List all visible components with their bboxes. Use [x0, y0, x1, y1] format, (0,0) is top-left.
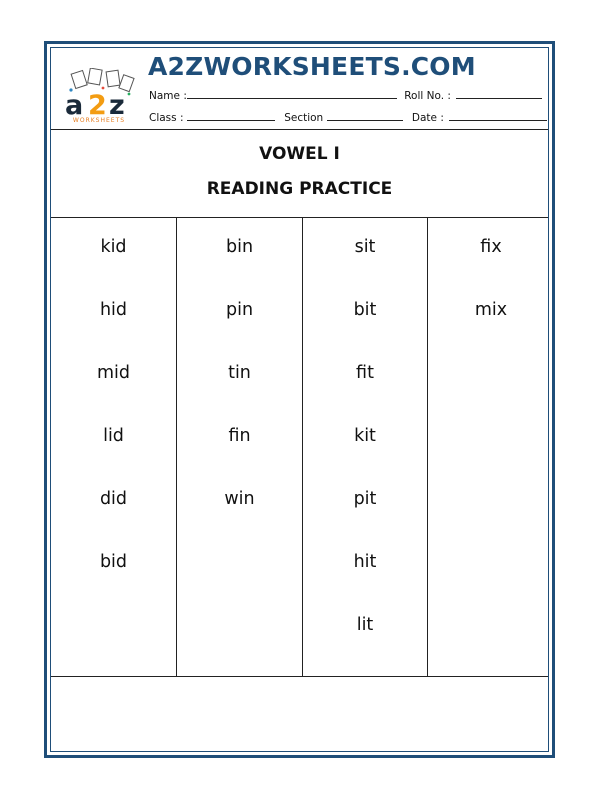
word-item: kid	[100, 237, 127, 257]
worksheet-header	[51, 48, 548, 130]
word-item: lit	[356, 615, 374, 635]
svg-text:z: z	[109, 90, 125, 121]
word-item: hit	[353, 552, 377, 572]
svg-text:2: 2	[88, 90, 107, 121]
word-item: sit	[354, 237, 376, 257]
word-item: bid	[99, 552, 128, 572]
word-item: pit	[353, 489, 377, 509]
name-label: Name :	[149, 90, 187, 102]
word-column-2	[176, 218, 302, 676]
worksheet-title-area	[51, 130, 548, 218]
word-item: win	[224, 489, 255, 509]
date-blank[interactable]	[449, 110, 547, 121]
word-item: fix	[480, 237, 502, 257]
name-roll-row	[149, 88, 542, 102]
svg-text:a: a	[65, 90, 84, 121]
word-item: hid	[99, 300, 128, 320]
word-item: tin	[228, 363, 251, 383]
word-column-4	[427, 218, 554, 676]
word-item: mid	[96, 363, 131, 383]
worksheet-subtitle: READING PRACTICE	[206, 179, 393, 199]
section-label: Section	[284, 112, 324, 124]
class-section-date-row	[149, 110, 547, 124]
worksheet-title: VOWEL I	[259, 144, 340, 164]
word-item: lid	[103, 426, 124, 446]
word-item: bit	[353, 300, 377, 320]
word-item: kit	[354, 426, 376, 446]
word-column-1	[51, 218, 176, 676]
page-frame-inner	[50, 47, 549, 752]
class-blank[interactable]	[187, 110, 275, 121]
name-blank[interactable]	[187, 88, 397, 99]
a2z-logo-icon	[59, 68, 139, 124]
word-item: fit	[356, 363, 374, 383]
class-label: Class :	[149, 112, 184, 124]
word-column-3	[302, 218, 427, 676]
site-title: A2ZWORKSHEETS.COM	[148, 52, 476, 81]
word-item: pin	[225, 300, 254, 320]
word-item: bin	[225, 237, 254, 257]
word-item: fin	[228, 426, 251, 446]
word-item: mix	[474, 300, 508, 320]
roll-blank[interactable]	[456, 88, 542, 99]
svg-text:WORKSHEETS: WORKSHEETS	[72, 117, 126, 124]
section-blank[interactable]	[327, 110, 403, 121]
word-item: did	[99, 489, 128, 509]
date-label: Date :	[411, 112, 444, 124]
roll-label: Roll No. :	[404, 90, 451, 102]
page-frame	[44, 41, 555, 758]
word-table	[51, 218, 548, 677]
